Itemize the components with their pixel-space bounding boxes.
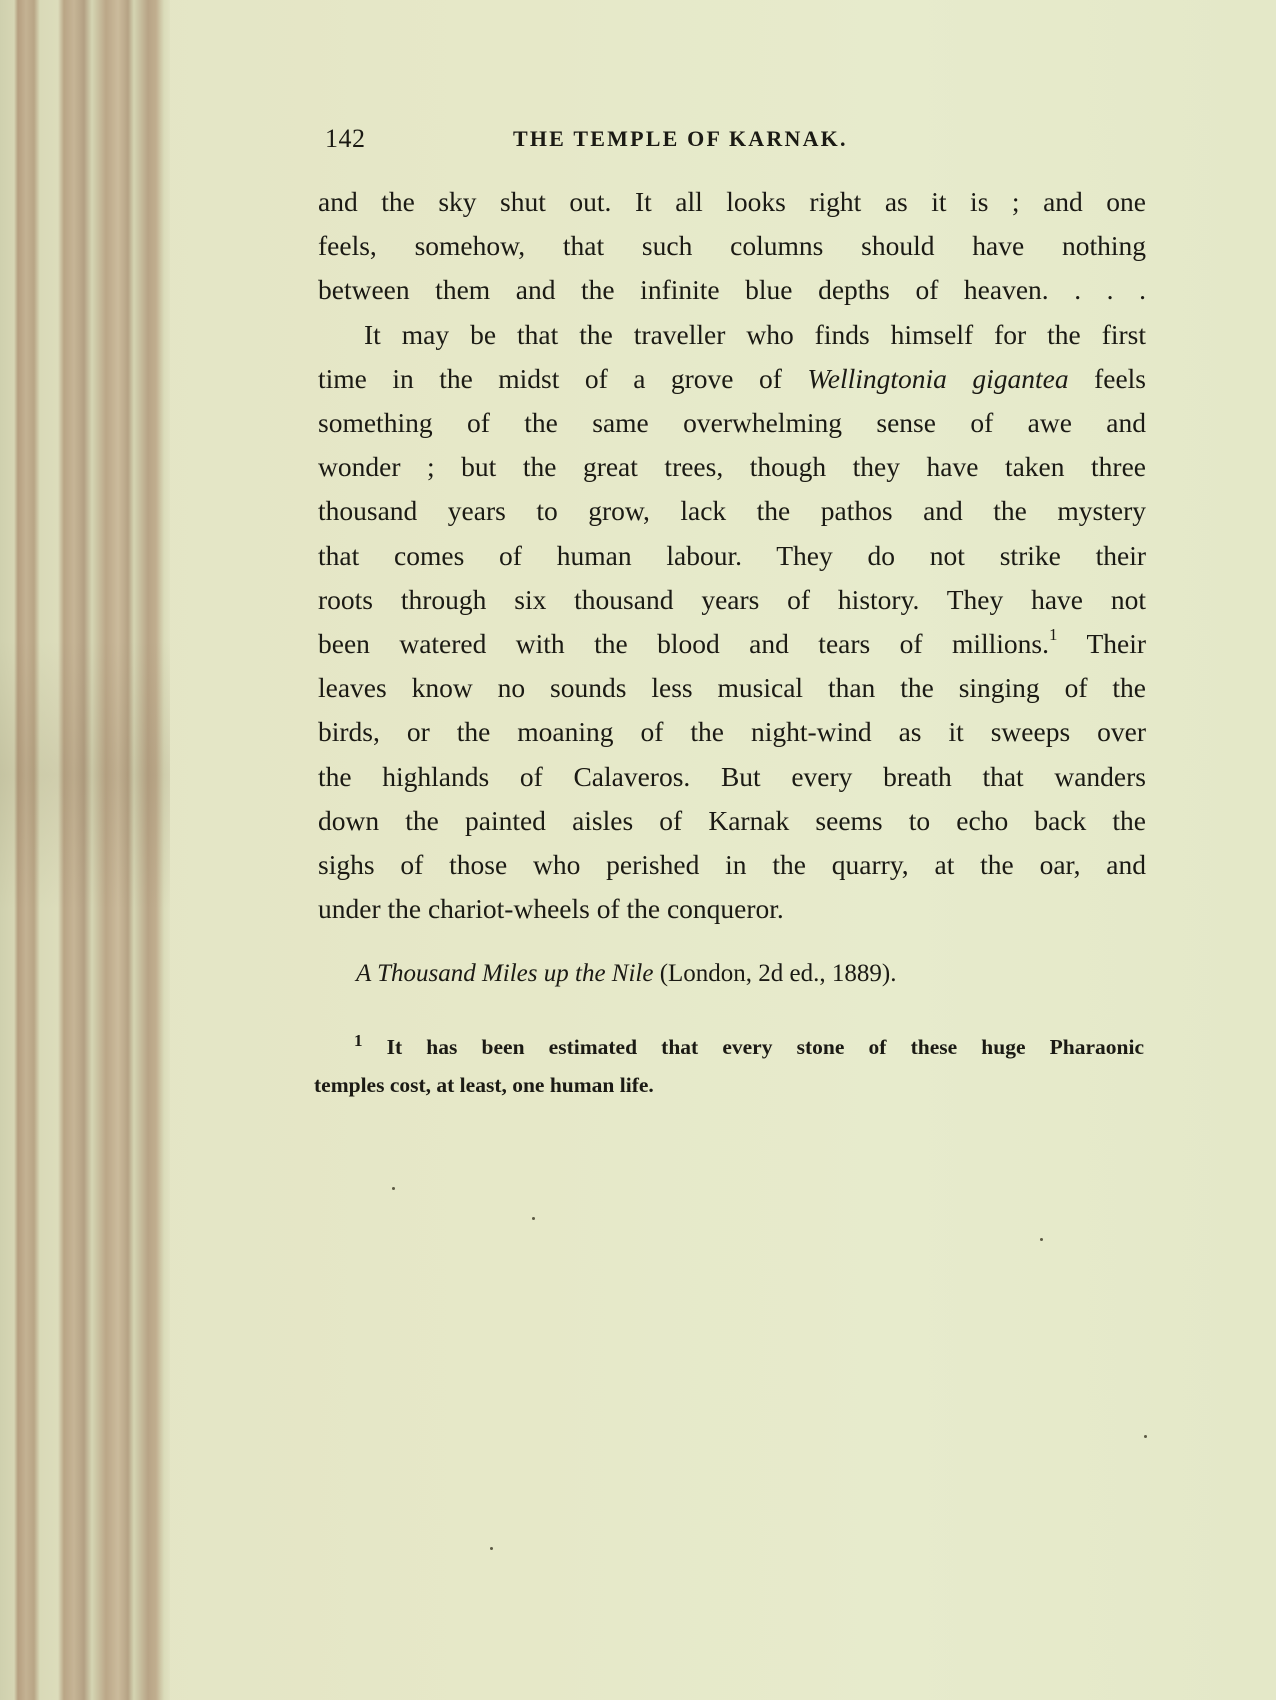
text-fragment: time in the midst of a grove of xyxy=(318,362,808,394)
footnote-marker: 1 xyxy=(354,1031,363,1050)
text-line: It may be that the traveller who finds himself for the first xyxy=(364,318,1146,350)
paper-speck xyxy=(1144,1435,1147,1438)
source-citation xyxy=(356,960,896,988)
footnote-line: temples cost, at least, one human life. xyxy=(314,1073,654,1097)
text-line: that comes of human labour. They do not strike their xyxy=(318,539,1146,571)
running-title: THE TEMPLE OF KARNAK. xyxy=(513,126,848,151)
page-header xyxy=(325,124,1145,154)
text-line: wonder ; but the great trees, though they have taken three xyxy=(318,451,1146,483)
paper-speck xyxy=(532,1217,535,1220)
text-line: thousand years to grow, lack the pathos and the mystery xyxy=(318,495,1146,527)
text-line: the highlands of Calaveros. But every breath that wanders xyxy=(318,760,1146,792)
text-line xyxy=(318,622,1146,666)
page-number: 142 xyxy=(325,124,366,153)
paper-speck xyxy=(1040,1238,1043,1241)
text-line: under the chariot-wheels of the conqueror. xyxy=(318,893,784,925)
text-line: sighs of those who perished in the quarry, at the oar, and xyxy=(318,849,1146,881)
footnote-line xyxy=(314,1028,1144,1066)
text-line: leaves know no sounds less musical than the singing of the xyxy=(318,672,1146,704)
text-line: and the sky shut out. It all looks right as it is ; and one xyxy=(318,186,1146,217)
text-fragment: been watered with the blood and tears of millions. xyxy=(318,628,1050,660)
source-title: A Thousand Miles up the Nile xyxy=(356,960,654,987)
text-line: down the painted aisles of Karnak seems to echo back the xyxy=(318,804,1146,836)
text-line: feels, somehow, that such columns should have nothing xyxy=(318,230,1146,262)
paragraph-1 xyxy=(318,180,1146,313)
text-line xyxy=(318,357,1146,401)
paragraph-2 xyxy=(318,313,1146,932)
page-edges-shadow xyxy=(0,640,170,910)
text-line: between them and the infinite blue depths of heaven. . . . xyxy=(318,274,1146,306)
paper-speck xyxy=(490,1547,493,1550)
text-fragment: feels xyxy=(1068,362,1146,394)
text-fragment: Their xyxy=(1057,628,1146,660)
footnote-reference: 1 xyxy=(1049,625,1058,645)
body-text xyxy=(318,180,1146,931)
paper-speck xyxy=(392,1187,395,1190)
italic-species-name: Wellingtonia gigantea xyxy=(807,362,1069,394)
text-fragment: It has been estimated that every stone of these huge Pharaonic xyxy=(362,1035,1144,1059)
text-line: something of the same overwhelming sense of awe and xyxy=(318,407,1146,439)
text-line: roots through six thousand years of history. They have not xyxy=(318,583,1146,615)
footnote xyxy=(314,1028,1144,1104)
source-details: (London, 2d ed., 1889). xyxy=(653,960,897,987)
text-line: birds, or the moaning of the night-wind as it sweeps over xyxy=(318,716,1146,748)
